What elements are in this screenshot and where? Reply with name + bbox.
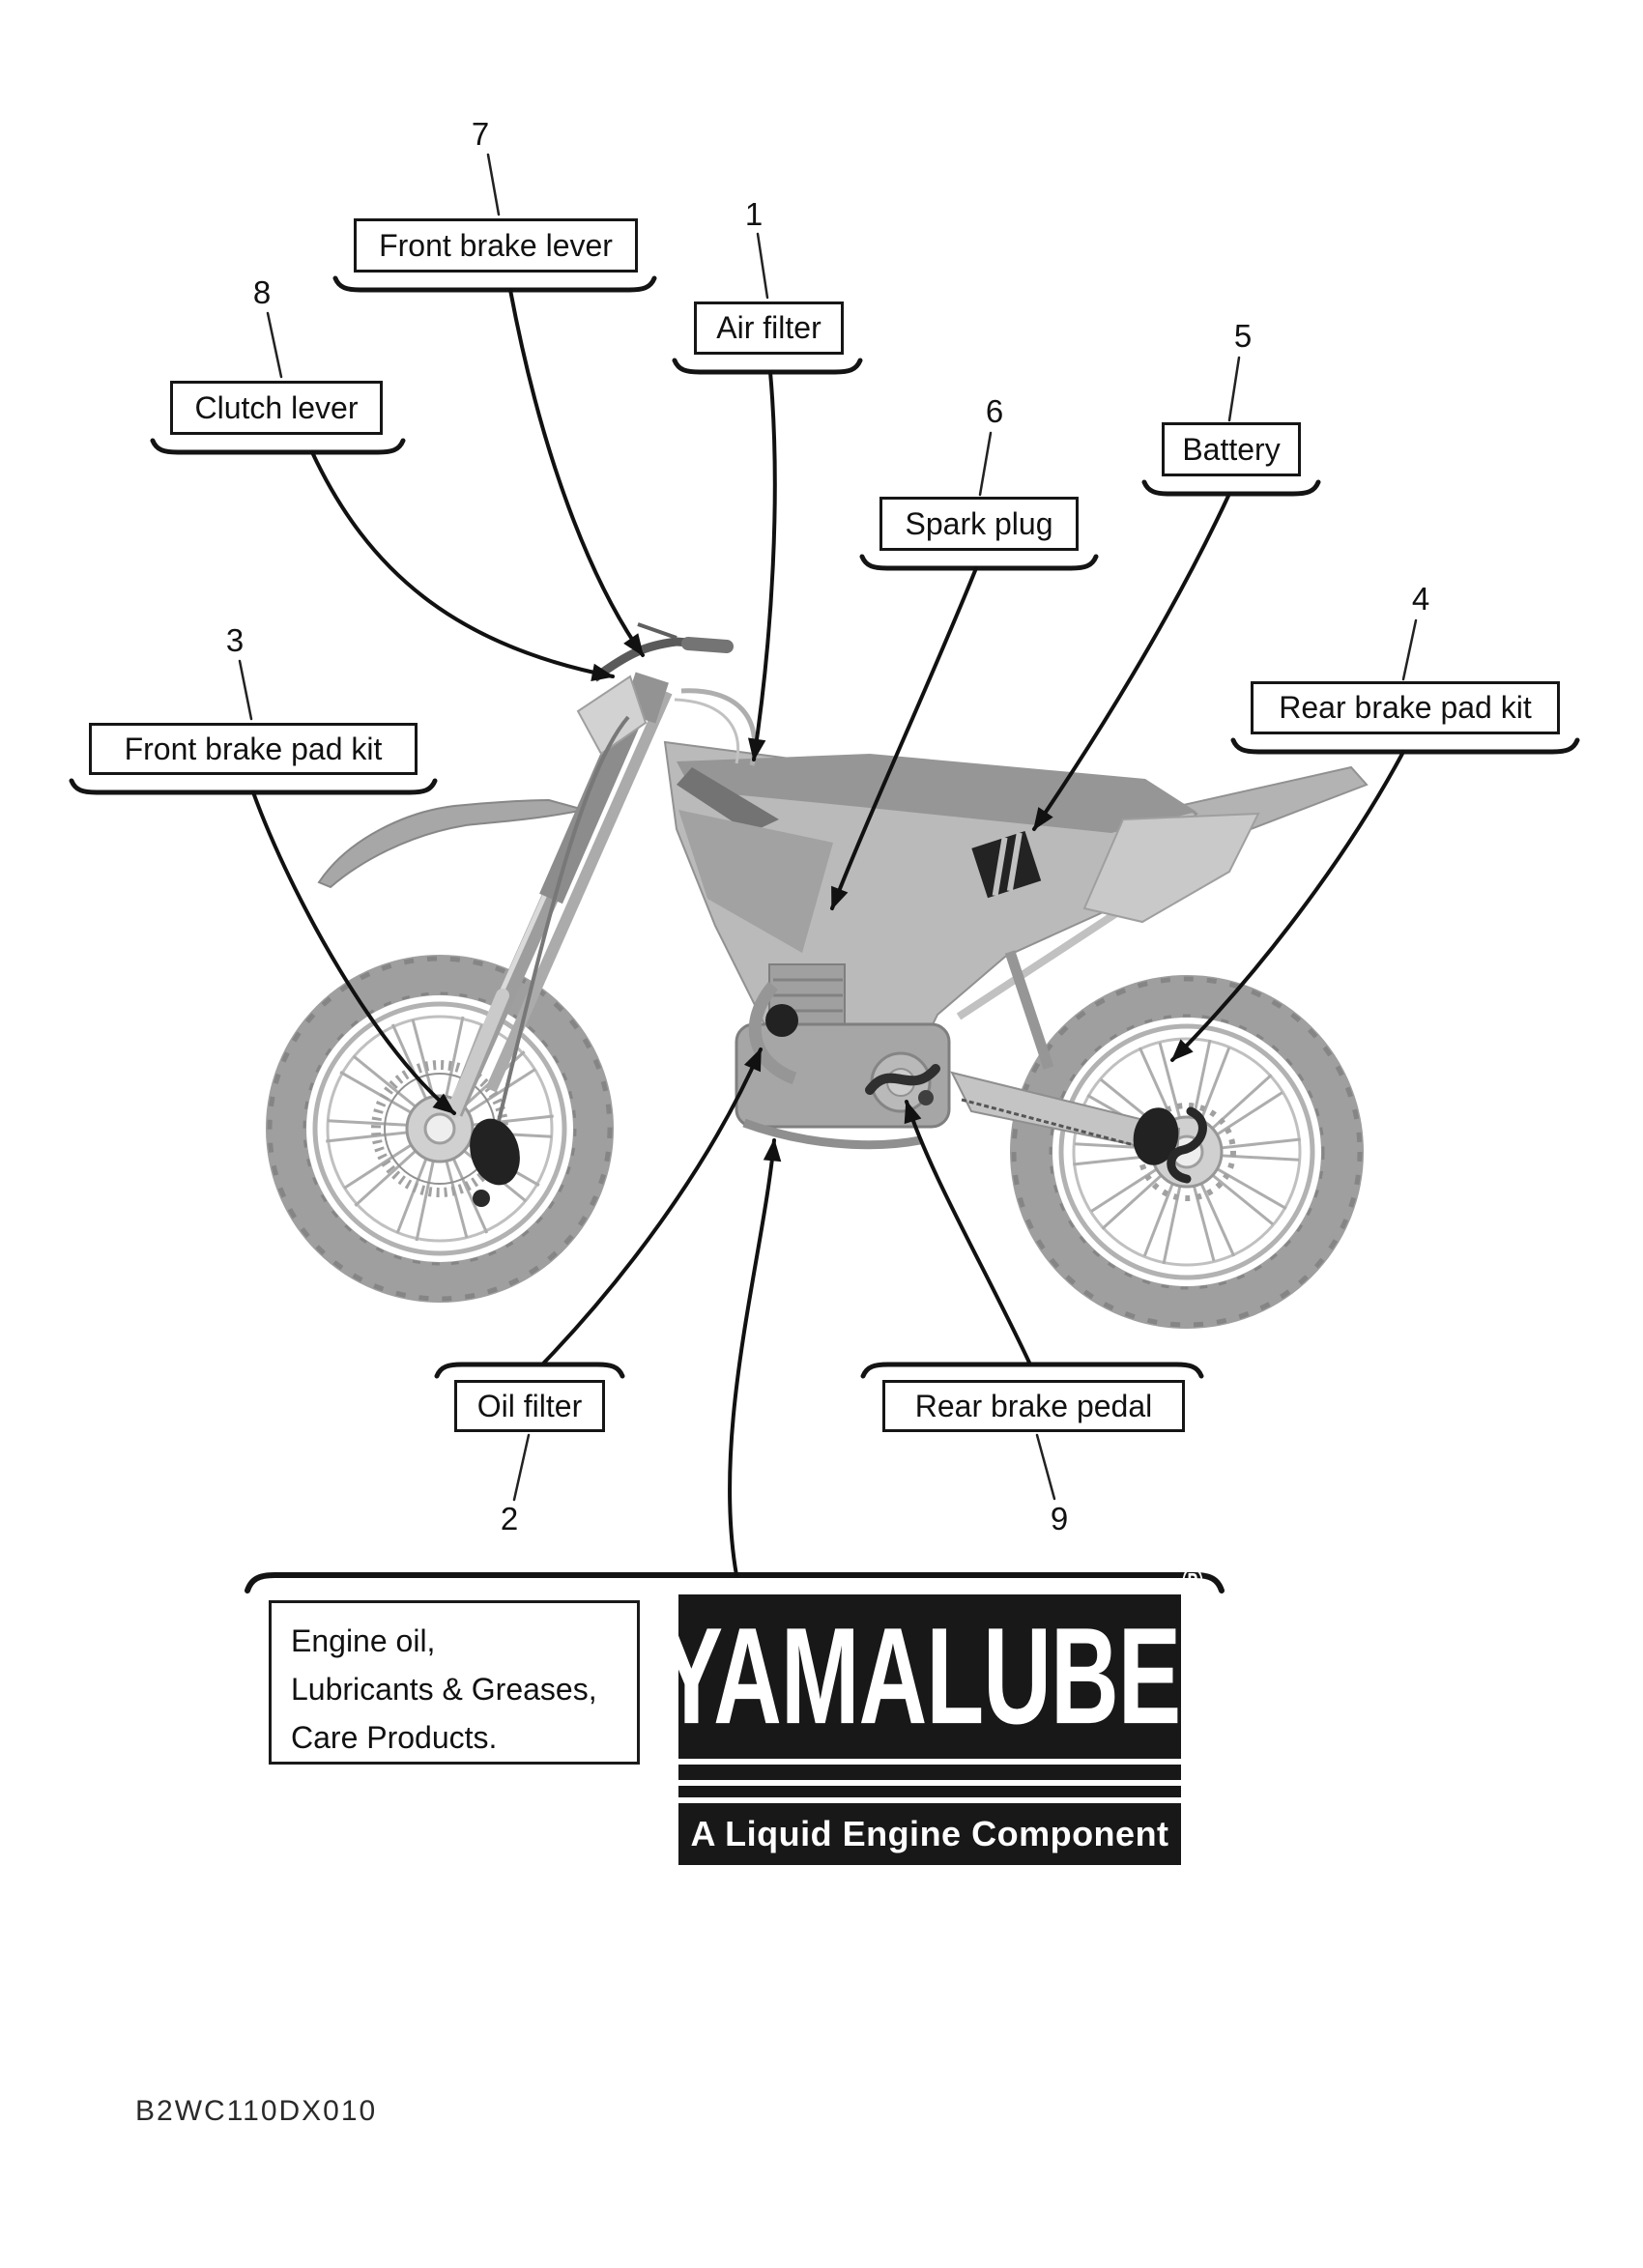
- label-box-clutch-lever: Clutch lever: [170, 381, 383, 435]
- bracket-rear-brake-pedal: [863, 1364, 1201, 1376]
- ref-number-7: 7: [471, 116, 490, 152]
- numline-5: [1229, 358, 1239, 420]
- yamalube-logo: [659, 1559, 1202, 1759]
- label-box-front-brake-lever: Front brake lever: [354, 218, 638, 273]
- label-box-battery: Battery: [1162, 422, 1301, 476]
- numline-7: [488, 155, 499, 215]
- numline-1: [758, 234, 767, 298]
- bracket-oil-filter: [437, 1364, 622, 1376]
- label-box-air-filter: Air filter: [694, 301, 844, 355]
- leader-yamalube: [730, 1140, 774, 1575]
- yamalube-stripe-2: [678, 1786, 1181, 1797]
- numline-9: [1037, 1435, 1054, 1499]
- bracket-battery: [1144, 482, 1318, 494]
- label-box-rear-brake-pad-kit: Rear brake pad kit: [1251, 681, 1560, 734]
- ref-number-8: 8: [252, 274, 272, 310]
- ref-number-5: 5: [1233, 318, 1253, 354]
- ref-number-9: 9: [1050, 1501, 1069, 1536]
- oil-filter-part: [765, 1004, 798, 1037]
- lubricants-text-box: [269, 1600, 640, 1765]
- bracket-front-brake-lever: [335, 278, 654, 290]
- label-box-spark-plug: Spark plug: [879, 497, 1079, 551]
- ref-number-3: 3: [225, 622, 245, 658]
- numline-2: [514, 1435, 529, 1500]
- label-box-rear-brake-pedal: Rear brake pedal: [882, 1380, 1185, 1432]
- ref-number-4: 4: [1411, 581, 1430, 617]
- label-box-oil-filter: Oil filter: [454, 1380, 605, 1432]
- bracket-rear-brake-pad-kit: [1233, 740, 1577, 752]
- registered-mark-icon: ®: [1181, 1559, 1202, 1605]
- label-box-front-brake-pad-kit: Front brake pad kit: [89, 723, 418, 775]
- lubricants-line-1: Engine oil,: [291, 1623, 436, 1658]
- lubricants-line-3: Care Products.: [291, 1720, 498, 1755]
- lubricants-line-2: Lubricants & Greases,: [291, 1672, 597, 1707]
- ref-number-1: 1: [744, 196, 764, 232]
- leader-front-brake-lever: [510, 290, 643, 655]
- yamalube-stripe-1: [678, 1765, 1181, 1780]
- leader-clutch-lever: [312, 452, 613, 676]
- leader-air-filter: [754, 372, 775, 760]
- front-fender: [319, 800, 584, 887]
- bracket-yamalube: [247, 1575, 1222, 1591]
- ref-number-6: 6: [985, 393, 1004, 429]
- numline-4: [1403, 620, 1416, 679]
- yamalube-tagline: A Liquid Engine Component: [678, 1803, 1181, 1865]
- ref-number-2: 2: [500, 1501, 519, 1536]
- front-wheel: [270, 959, 610, 1299]
- yamalube-wordmark: YAMALUBE®: [659, 1559, 1202, 1753]
- bracket-spark-plug: [862, 557, 1096, 568]
- bracket-air-filter: [675, 360, 860, 372]
- numline-6: [980, 433, 991, 495]
- figure-code: B2WC110DX010: [135, 2095, 378, 2127]
- numline-3: [240, 661, 251, 719]
- numline-8: [268, 313, 281, 377]
- bracket-clutch-lever: [153, 441, 403, 452]
- bike-art: [270, 624, 1367, 1325]
